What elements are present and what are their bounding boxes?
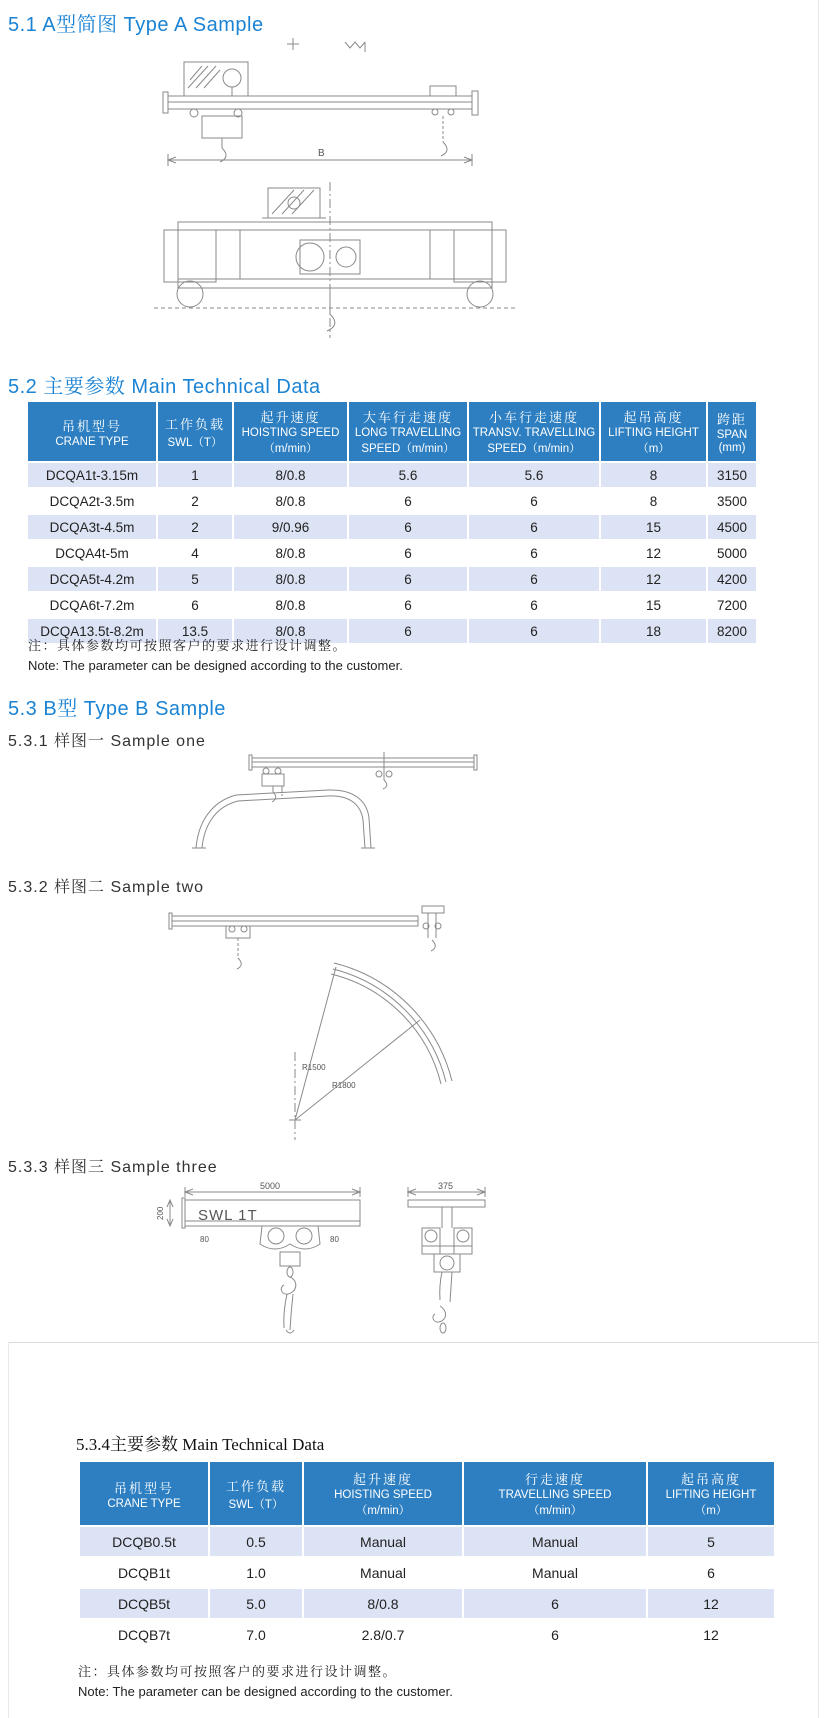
cell: 6 [469, 593, 599, 617]
cell: 4200 [708, 567, 756, 591]
cell: 12 [648, 1620, 774, 1649]
cell: 6 [469, 619, 599, 643]
table-row [28, 489, 756, 513]
cell: 5.0 [210, 1589, 302, 1618]
table-row [80, 1620, 774, 1649]
table-row [28, 541, 756, 565]
cell: 8/0.8 [234, 619, 347, 643]
cell: 8/0.8 [234, 489, 347, 513]
cell: 6 [158, 593, 232, 617]
table-row [28, 515, 756, 539]
cell: 12 [601, 541, 706, 565]
header-swl: 工作负载 SWL（T） [158, 402, 232, 461]
cell: 3500 [708, 489, 756, 513]
length-5000-label: 5000 [260, 1181, 281, 1191]
cell: 6 [349, 593, 467, 617]
cell: DCQA13.5t-8.2m [28, 619, 156, 643]
cell: 2 [158, 515, 232, 539]
offset-80-right-label: 80 [330, 1235, 339, 1244]
note-zh: 注：具体参数均可按照客户的要求进行设计调整。 [78, 1664, 398, 1679]
section-5-3-heading: 5.3 B型 Type B Sample [8, 698, 226, 720]
cell: DCQB7t [80, 1620, 208, 1649]
cell: 9/0.96 [234, 515, 347, 539]
note-en: Note: The parameter can be designed according to the customer. [78, 1684, 453, 1699]
cell: 1.0 [210, 1558, 302, 1587]
header-swl: 工作负载 SWL（T） [210, 1462, 302, 1525]
cell: 0.5 [210, 1527, 302, 1556]
cell: 8/0.8 [234, 463, 347, 487]
cell: 6 [349, 515, 467, 539]
page-right-border [818, 0, 819, 1718]
cell: 6 [349, 489, 467, 513]
cell: 6 [349, 619, 467, 643]
cell: 4500 [708, 515, 756, 539]
cell: 8 [601, 463, 706, 487]
header-crane-type: 吊机型号 CRANE TYPE [28, 402, 156, 461]
page-left-border-bottom [8, 1342, 9, 1718]
cell: DCQA5t-4.2m [28, 567, 156, 591]
table-row [80, 1589, 774, 1618]
cell: 6 [648, 1558, 774, 1587]
cell: 5 [648, 1527, 774, 1556]
section-5-3-4-heading: 5.3.4主要参数 Main Technical Data [76, 1435, 325, 1454]
header-lifting-height: 起吊高度 LIFTING HEIGHT （m） [648, 1462, 774, 1525]
page-split-line [8, 1342, 818, 1343]
cell: 7200 [708, 593, 756, 617]
section-5-2-heading: 5.2 主要参数 Main Technical Data [8, 376, 321, 398]
sample-three-drawing [90, 1180, 510, 1340]
header-transv-travelling: 小车行走速度 TRANSV. TRAVELLING SPEED（m/min） [469, 402, 599, 461]
cell: 8 [601, 489, 706, 513]
table-header-row [28, 402, 756, 461]
cell: 12 [601, 567, 706, 591]
section-5-1-heading: 5.1 A型简图 Type A Sample [8, 14, 264, 36]
header-travelling-speed: 行走速度 TRAVELLING SPEED （m/min） [464, 1462, 646, 1525]
cell: 6 [464, 1620, 646, 1649]
type-a-side-view-drawing [150, 36, 520, 171]
type-a-technical-data-table [26, 400, 758, 645]
table-a-note [28, 636, 403, 676]
cell: Manual [464, 1527, 646, 1556]
dimension-b-label: B [318, 148, 325, 159]
header-long-travelling: 大车行走速度 LONG TRAVELLING SPEED（m/min） [349, 402, 467, 461]
table-b-note [78, 1662, 453, 1702]
cell: DCQB1t [80, 1558, 208, 1587]
cell: DCQA2t-3.5m [28, 489, 156, 513]
radius-1800-label: R1800 [332, 1081, 356, 1090]
cell: 6 [469, 567, 599, 591]
type-a-end-view-drawing [150, 178, 520, 348]
cell: 15 [601, 593, 706, 617]
cell: 6 [469, 489, 599, 513]
cell: 18 [601, 619, 706, 643]
cell: DCQA3t-4.5m [28, 515, 156, 539]
table-row [80, 1558, 774, 1587]
height-200-label: 200 [156, 1206, 165, 1220]
cell: 8/0.8 [234, 567, 347, 591]
cell: Manual [464, 1558, 646, 1587]
cell: DCQB5t [80, 1589, 208, 1618]
header-hoisting-speed: 起升速度 HOISTING SPEED （m/min） [304, 1462, 462, 1525]
swl-1t-label: SWL 1T [198, 1207, 258, 1224]
cell: 5000 [708, 541, 756, 565]
cell: DCQA6t-7.2m [28, 593, 156, 617]
cell: 2.8/0.7 [304, 1620, 462, 1649]
cell: 6 [469, 541, 599, 565]
cell: 8200 [708, 619, 756, 643]
cell: 8/0.8 [304, 1589, 462, 1618]
radius-1500-label: R1500 [302, 1063, 326, 1072]
header-span: 跨距 SPAN (mm) [708, 402, 756, 461]
table-row [28, 593, 756, 617]
cell: 6 [469, 515, 599, 539]
width-375-label: 375 [438, 1181, 454, 1191]
header-hoisting-speed: 起升速度 HOISTING SPEED （m/min） [234, 402, 347, 461]
cell: DCQA4t-5m [28, 541, 156, 565]
note-en: Note: The parameter can be designed according to the customer. [28, 658, 403, 673]
cell: 4 [158, 541, 232, 565]
cell: 6 [349, 567, 467, 591]
table-header-row [80, 1462, 774, 1525]
cell: 6 [464, 1589, 646, 1618]
cell: 12 [648, 1589, 774, 1618]
table-row [80, 1527, 774, 1556]
offset-80-left-label: 80 [200, 1235, 209, 1244]
cell: 1 [158, 463, 232, 487]
cell: Manual [304, 1527, 462, 1556]
cell: 8/0.8 [234, 541, 347, 565]
sample-two-drawing [160, 902, 490, 1144]
cell: 7.0 [210, 1620, 302, 1649]
section-5-3-3-heading: 5.3.3 样图三 Sample three [8, 1159, 218, 1176]
header-crane-type: 吊机型号 CRANE TYPE [80, 1462, 208, 1525]
header-lifting-height: 起吊高度 LIFTING HEIGHT （m） [601, 402, 706, 461]
note-zh: 注：具体参数均可按照客户的要求进行设计调整。 [28, 638, 348, 653]
cell: 2 [158, 489, 232, 513]
section-5-3-1-heading: 5.3.1 样图一 Sample one [8, 733, 206, 750]
cell: 8/0.8 [234, 593, 347, 617]
cell: DCQA1t-3.15m [28, 463, 156, 487]
cell: 5 [158, 567, 232, 591]
table-row [28, 463, 756, 487]
cell: 5.6 [469, 463, 599, 487]
section-5-3-2-heading: 5.3.2 样图二 Sample two [8, 879, 205, 896]
cell: 6 [349, 541, 467, 565]
cell: 5.6 [349, 463, 467, 487]
cell: 15 [601, 515, 706, 539]
cell: 3150 [708, 463, 756, 487]
cell: 13.5 [158, 619, 232, 643]
table-row [28, 567, 756, 591]
cell: DCQB0.5t [80, 1527, 208, 1556]
sample-one-drawing [170, 752, 490, 864]
type-b-technical-data-table [78, 1460, 776, 1651]
cell: Manual [304, 1558, 462, 1587]
